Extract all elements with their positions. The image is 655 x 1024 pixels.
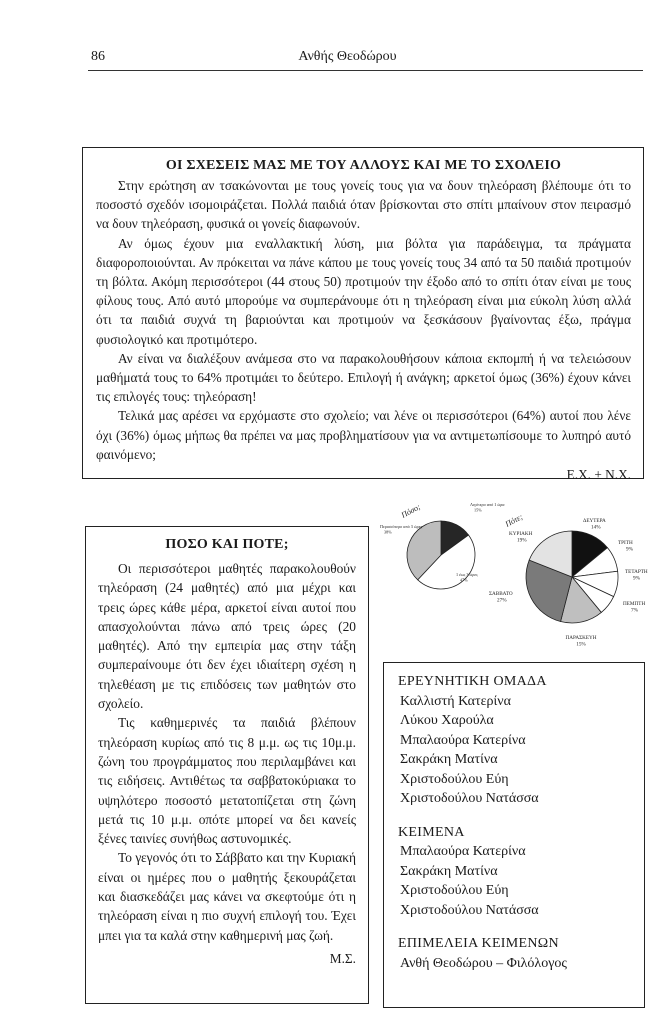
credits-member: Μπαλαούρα Κατερίνα (400, 732, 526, 748)
credits-heading: ΚΕΙΜΕΝΑ (398, 824, 465, 840)
chart2-slice-value: 15% (576, 641, 586, 648)
credits-member: Χριστοδούλου Εύη (400, 771, 509, 787)
article-relations-title: ΟΙ ΣΧΕΣΕΙΣ ΜΑΣ ΜΕ ΤΟΥ ΑΛΛΟΥΣ ΚΑΙ ΜΕ ΤΟ ΣΧΟΛΕΙΟ (165, 158, 562, 173)
credits-member: Χριστοδούλου Εύη (400, 883, 509, 898)
credits-member: Χριστοδούλου Νατάσσα (400, 791, 539, 806)
chart1-slice-label: Περισσότερο από 3 ώρες (380, 524, 423, 529)
charts-area (378, 492, 648, 652)
article-relations-box (82, 147, 644, 483)
credits-group-editing (398, 934, 634, 973)
page-number: 86 (91, 49, 105, 64)
chart2-slice-label: ΣΑΒΒΑΤΟ (489, 591, 513, 597)
chart1-title: Πόσο; (399, 502, 422, 520)
article-paragraph: Οι περισσότεροι μαθητές παρακολουθούν τηλεόραση (24 μαθητές) από μια μέχρι και τρεις ώρες κάθε μέρα, αρκετοί είναι αυτοί που απασχολούνται πάνω από τρεις ώρες (20 μαθητές). Από την εμπειρία μας στην τάξη συμπεραίνουμε ότι δεν έχει ιδιαίτερη σχέση η τηλεθέαση με τις επιδόσεις των μαθητών στο σχολείο. (98, 561, 356, 712)
running-title: Ανθής Θεοδώρου (298, 49, 397, 64)
chart2-slice-label: ΚΥΡΙΑΚΗ (509, 531, 533, 537)
chart2-slice-label: ΠΕΜΠΤΗ (623, 601, 646, 607)
chart2-slice-value: 14% (591, 524, 601, 531)
article-paragraph: Το γεγονός ότι το Σάββατο και την Κυριακή είναι οι ημέρες που ο μαθητής ξεκουράζεται και διασκεδάζει μας κάνει να σκεφτούμε ότι η τηλεόραση είναι η πιο συχνή επιλογή του. Έχει μπει για τα καλά στην καθημερινή μας ζωή. (98, 850, 356, 943)
credits-member: Χριστοδούλου Νατάσσα (400, 902, 539, 918)
chart2-slice-value: 9% (633, 575, 640, 582)
credits-member: Σακράκη Ματίνα (400, 863, 498, 879)
article-paragraph: Αν όμως έχουν μια εναλλακτική λύση, μια βόλτα για παράδειγμα, τα πράγματα διαφοροποιούνται. Αν πρόκειται να πάνε κάπου με τους γονείς τους 34 από τα 50 παιδιά προτιμούν τη βόλτα. Ακόμη περισσότεροι (44 στους 50) προτιμούν την έξοδο από το σπίτι όταν είναι με τους φίλους τους. Από αυτό μπορούμε να συμπεράνουμε ότι η τηλεόραση είναι μια εύκολη λύση αλλά ότι τα παιδιά συχνά τη βαριούνται και προτιμούν να ξεσκάσουν βγαίνοντας έξω, πράγμα φυσιολογικό και προτιμότερο. (96, 235, 631, 347)
credits-member: Καλλιστή Κατερίνα (400, 693, 511, 709)
credits-member: Σακράκη Ματίνα (400, 752, 498, 767)
credits-group-research (398, 672, 634, 809)
article-how-much-signature: Μ.Σ. (329, 950, 356, 966)
chart2-slice-value: 7% (631, 607, 638, 614)
article-how-much-box (85, 526, 369, 1004)
credits-member: Λύκου Χαρούλα (400, 713, 494, 728)
chart2-slice-label: ΔΕΥΤΕΡΑ (583, 518, 606, 524)
credits-member: Ανθή Θεοδώρου – Φιλόλογος (400, 955, 567, 971)
chart2-slice-label: ΠΑΡΑΣΚΕΥΗ (565, 635, 597, 641)
chart2-title: Πότε; (503, 512, 525, 529)
article-relations-signature: Ε.Χ. + Ν.Χ. (566, 467, 631, 483)
header-rule (88, 70, 643, 71)
chart1-slice-value: 47% (460, 577, 468, 583)
credits-heading: ΕΡΕΥΝΗΤΙΚΗ ΟΜΑΔΑ (398, 674, 547, 689)
chart2-slice-value: 19% (517, 537, 527, 544)
chart1-slice-label: 1 έως 3 ώρες (456, 572, 478, 577)
credits-box (383, 662, 645, 1008)
chart2-slice-label: ΤΕΤΑΡΤΗ (625, 569, 648, 575)
chart1-slice-value: 15% (474, 507, 482, 513)
credits-member: Μπαλαούρα Κατερίνα (400, 844, 526, 859)
credits-group-texts (398, 823, 634, 921)
chart1-slice-value: 38% (384, 529, 392, 535)
credits-heading: ΕΠΙΜΕΛΕΙΑ ΚΕΙΜΕΝΩΝ (398, 936, 559, 951)
pie-charts (378, 492, 648, 652)
chart1-slice-label: Λιγότερο από 1 ώρα (470, 502, 505, 507)
article-paragraph: Τις καθημερινές τα παιδιά βλέπουν τηλεόραση κυρίως από τις 8 μ.μ. ως τις 10μ.μ. ζώνη του προγράμματος που περιλαμβάνει και τις ειδήσεις. Αντιθέτως τα σαββατοκύριακα το υψηλότερο ποσοστό μετατοπίζεται στη ζώνη μετά τις 10 μ.μ. οπότε μπορεί να δει κανείς ξένες ταινίες συνήθως αστυνομικές. (98, 715, 356, 847)
article-paragraph: Τελικά μας αρέσει να ερχόμαστε στο σχολείο; ναι λένε οι περισσότεροι (64%) αυτοί που λένε όχι (36%) όμως μήπως θα πρέπει να μας προβληματίσουν για να αντιμετωπίσουμε το λυπηρό αυτό φαινόμενο; (96, 408, 631, 462)
chart2-slice-value: 9% (626, 546, 633, 553)
chart2-slice-value: 27% (497, 597, 507, 604)
article-paragraph: Στην ερώτηση αν τσακώνονται με τους γονείς τους για να δουν τηλεόραση βλέπουμε ότι το ποσοστό σχεδόν ισομοιράζεται. Πολλά παιδιά όταν βρίσκονται στο σπίτι μπαίνουν στον πειρασμό να δουν τηλεόραση, φυσικά οι γονείς διαφωνούν. (96, 178, 631, 232)
article-paragraph: Αν είναι να διαλέξουν ανάμεσα στο να παρακολουθήσουν κάποια εκπομπή ή να τελειώσουν μαθήματά τους το 64% προτιμάει το δεύτερο. Επιλογή ή ανάγκη; αρκετοί όμως (36%) έχουν κάνει τις επιλογές τους: τηλεόραση! (96, 350, 631, 405)
chart2-slice-label: ΤΡΙΤΗ (618, 540, 633, 546)
article-how-much-title: ΠΟΣΟ ΚΑΙ ΠΟΤΕ; (165, 537, 289, 552)
